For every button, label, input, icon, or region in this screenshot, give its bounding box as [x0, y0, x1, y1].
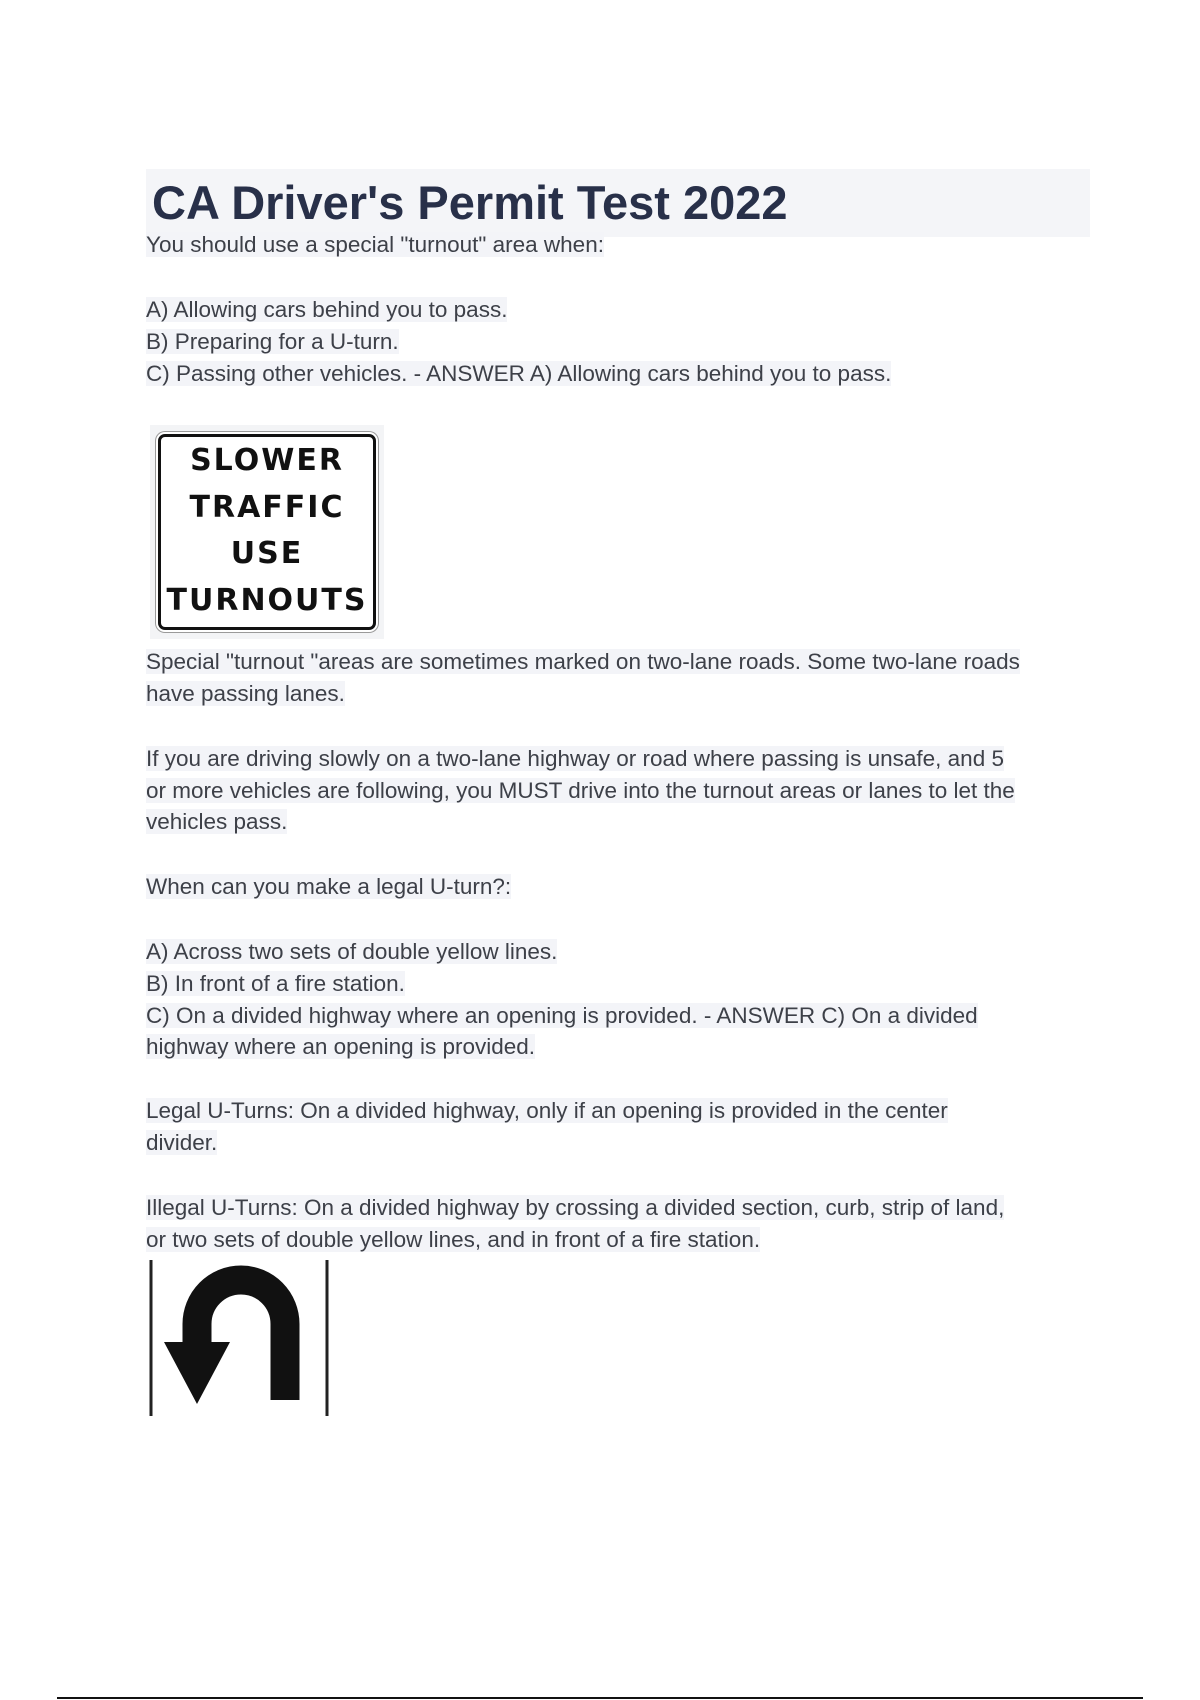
illegal-uturns-line-1 [146, 1192, 1004, 1224]
sign-board [158, 434, 376, 630]
illegal-uturns-line-2-text: or two sets of double yellow lines, and in front of a fire station. [146, 1227, 761, 1252]
question-1-option-c-answer [146, 358, 891, 390]
page-title: CA Driver's Permit Test 2022 [146, 169, 1090, 237]
question-2-option-c-answer-line-2 [146, 1031, 535, 1063]
sign-word-3: USE [230, 536, 304, 571]
sign-word-4: TURNOUTS [166, 583, 368, 618]
question-1-prompt [146, 229, 604, 261]
u-turn-icon [149, 1260, 329, 1416]
sign-word-1: SLOWER [190, 443, 344, 478]
sign-word-2: TRAFFIC [189, 490, 345, 525]
legal-uturns-line-2-text: divider. [146, 1130, 218, 1155]
question-2-prompt-text: When can you make a legal U-turn?: [146, 874, 512, 899]
illegal-uturns-line-1-text: Illegal U-Turns: On a divided highway by crossing a divided section, curb, strip of land, [146, 1195, 1005, 1220]
explanation-2-line-3-text: vehicles pass. [146, 809, 288, 834]
legal-uturns-line-2 [146, 1127, 217, 1159]
question-2-option-c-answer-line-1 [146, 1000, 978, 1032]
explanation-1-line-2-text: have passing lanes. [146, 681, 345, 706]
footer-rule [57, 1697, 1143, 1699]
question-2-option-a [146, 936, 557, 968]
explanation-2-line-1-text: If you are driving slowly on a two-lane highway or road where passing is unsafe, and 5 [146, 746, 1004, 771]
explanation-2-line-2 [146, 775, 1015, 807]
explanation-1-line-2 [146, 678, 345, 710]
explanation-2-line-3 [146, 806, 287, 838]
question-1-option-a-text: A) Allowing cars behind you to pass. [146, 297, 508, 322]
question-2-prompt [146, 871, 511, 903]
question-1-option-b-text: B) Preparing for a U-turn. [146, 329, 399, 354]
question-2-option-b [146, 968, 405, 1000]
question-1-option-a [146, 294, 507, 326]
explanation-2-line-1 [146, 743, 1004, 775]
explanation-1-line-1-text: Special "turnout "areas are sometimes marked on two-lane roads. Some two-lane roads [146, 649, 1020, 674]
question-1-option-c-answer-text: C) Passing other vehicles. - ANSWER A) Allowing cars behind you to pass. [146, 361, 892, 386]
question-1-prompt-text: You should use a special "turnout" area when: [146, 232, 604, 257]
explanation-2-line-2-text: or more vehicles are following, you MUST drive into the turnout areas or lanes to let the [146, 778, 1015, 803]
illegal-uturns-line-2 [146, 1224, 760, 1256]
question-2-option-b-text: B) In front of a fire station. [146, 971, 405, 996]
slower-traffic-sign-icon [150, 425, 384, 639]
question-1-option-b [146, 326, 399, 358]
question-2-option-c-answer-line-2-text: highway where an opening is provided. [146, 1034, 536, 1059]
explanation-1-line-1 [146, 646, 1020, 678]
question-2-option-a-text: A) Across two sets of double yellow lines. [146, 939, 558, 964]
legal-uturns-line-1-text: Legal U-Turns: On a divided highway, only if an opening is provided in the center [146, 1098, 948, 1123]
question-2-option-c-answer-line-1-text: C) On a divided highway where an opening is provided. - ANSWER C) On a divided [146, 1003, 978, 1028]
legal-uturns-line-1 [146, 1095, 948, 1127]
